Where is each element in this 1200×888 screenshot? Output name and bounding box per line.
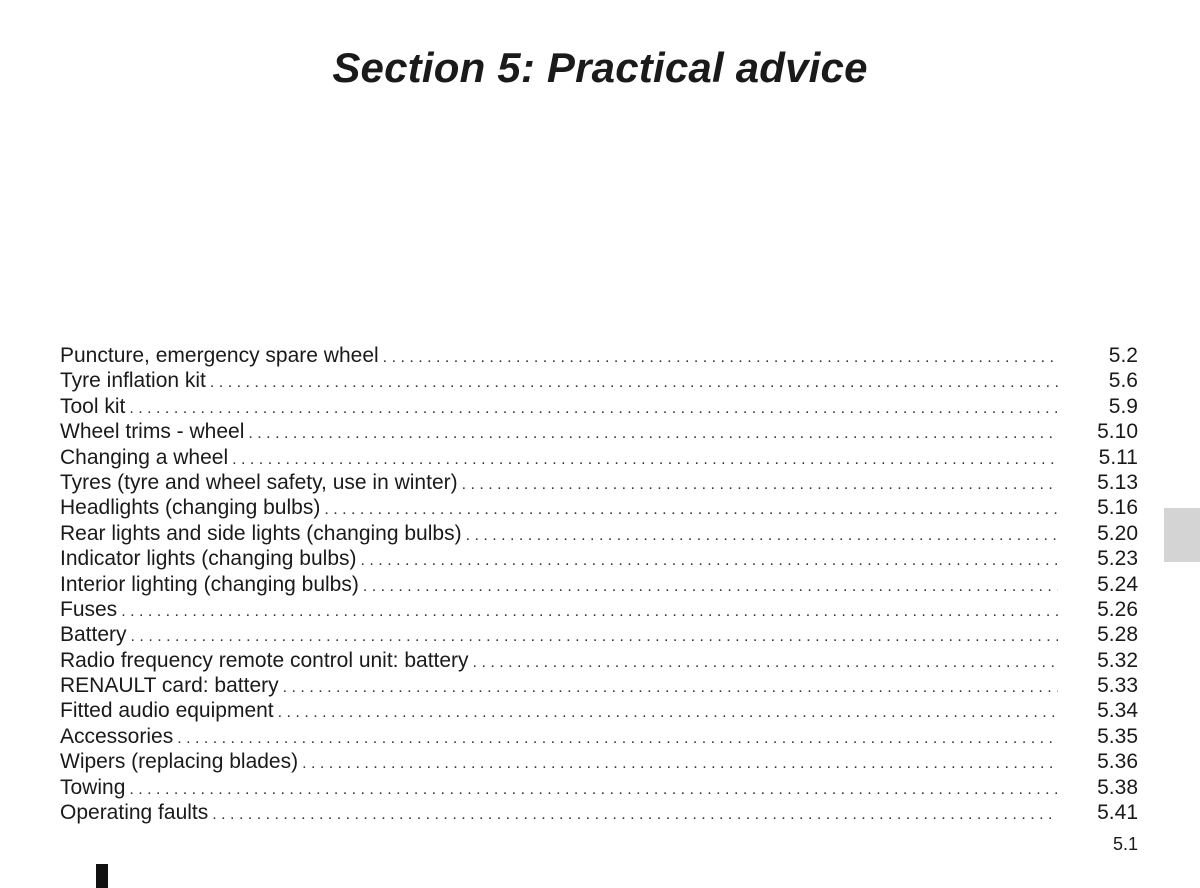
toc-entry-label: Fitted audio equipment <box>60 699 274 723</box>
toc-row[interactable] <box>60 343 1138 368</box>
toc-entry-page: 5.36 <box>1097 750 1138 774</box>
toc-row[interactable] <box>60 698 1138 723</box>
toc-row[interactable] <box>60 546 1138 571</box>
toc-entry-label: Wipers (replacing blades) <box>60 750 299 774</box>
toc-row[interactable] <box>60 572 1138 597</box>
page-number: 5.1 <box>1112 834 1138 854</box>
dot-leader <box>131 624 1058 649</box>
toc-entry-label: Radio frequency remote control unit: battery <box>60 648 469 672</box>
toc-row[interactable] <box>60 597 1138 622</box>
toc-entry-page: 5.38 <box>1097 775 1138 799</box>
toc-entry-page: 5.23 <box>1097 547 1138 571</box>
toc-entry-label: Changing a wheel <box>60 445 229 469</box>
toc-row[interactable] <box>60 724 1138 749</box>
toc-entry-page: 5.11 <box>1098 445 1138 469</box>
toc-row[interactable] <box>60 622 1138 647</box>
toc-row[interactable] <box>60 368 1138 393</box>
toc-row[interactable] <box>60 495 1138 520</box>
toc-entry-page: 5.6 <box>1108 369 1138 393</box>
toc-entry-page: 5.41 <box>1097 801 1138 825</box>
toc-entry-label: Rear lights and side lights (changing bulbs) <box>60 521 462 545</box>
toc-entry-label: Indicator lights (changing bulbs) <box>60 547 357 571</box>
crop-mark <box>96 864 108 888</box>
toc-entry-page: 5.24 <box>1097 572 1138 596</box>
dot-leader <box>212 802 1058 827</box>
toc-entry-page: 5.10 <box>1097 420 1138 444</box>
toc-row[interactable] <box>60 800 1138 825</box>
toc-entry-page: 5.16 <box>1097 496 1138 520</box>
toc-entry-page: 5.20 <box>1097 521 1138 545</box>
toc-entry-label: Wheel trims - wheel <box>60 420 245 444</box>
dot-leader <box>129 777 1058 802</box>
toc-entry-page: 5.2 <box>1108 344 1138 367</box>
dot-leader <box>121 599 1058 624</box>
toc-row[interactable] <box>60 521 1138 546</box>
toc-entry-label: Tool kit <box>60 394 126 418</box>
dot-leader <box>248 421 1058 446</box>
dot-leader <box>473 650 1058 675</box>
toc-entry-page: 5.34 <box>1097 699 1138 723</box>
dot-leader <box>302 751 1058 776</box>
dot-leader <box>462 472 1058 497</box>
toc-entry-label: Towing <box>60 775 126 799</box>
toc-entry-label: Battery <box>60 623 127 647</box>
toc-row[interactable] <box>60 394 1138 419</box>
toc-entry-label: Accessories <box>60 724 174 748</box>
dot-leader <box>324 497 1058 522</box>
toc-entry-label: RENAULT card: battery <box>60 674 279 698</box>
toc-entry-page: 5.9 <box>1108 394 1138 418</box>
toc-entry-page: 5.35 <box>1097 724 1138 748</box>
dot-leader <box>383 345 1058 370</box>
toc-entry-page: 5.26 <box>1097 597 1138 621</box>
page-title: Section 5: Practical advice <box>332 44 868 92</box>
toc-entry-page: 5.28 <box>1097 623 1138 647</box>
toc-entry-page: 5.32 <box>1097 648 1138 672</box>
toc-row[interactable] <box>60 445 1138 470</box>
toc-row[interactable] <box>60 749 1138 774</box>
toc-row[interactable] <box>60 648 1138 673</box>
toc-row[interactable] <box>60 419 1138 444</box>
toc-entry-label: Puncture, emergency spare wheel <box>60 344 379 367</box>
dot-leader <box>283 675 1058 700</box>
dot-leader <box>210 370 1058 395</box>
dot-leader <box>361 548 1058 573</box>
dot-leader <box>466 523 1058 548</box>
toc-row[interactable] <box>60 673 1138 698</box>
dot-leader <box>177 726 1058 751</box>
dot-leader <box>363 574 1058 599</box>
table-of-contents <box>60 343 1138 825</box>
toc-entry-page: 5.13 <box>1097 470 1138 494</box>
toc-entry-label: Tyre inflation kit <box>60 369 206 393</box>
toc-entry-label: Headlights (changing bulbs) <box>60 496 321 520</box>
section-thumb-tab <box>1164 508 1200 562</box>
toc-entry-label: Fuses <box>60 597 118 621</box>
toc-row[interactable] <box>60 470 1138 495</box>
dot-leader <box>278 700 1058 725</box>
toc-entry-label: Tyres (tyre and wheel safety, use in winter) <box>60 470 458 494</box>
dot-leader <box>129 396 1058 421</box>
toc-row[interactable] <box>60 775 1138 800</box>
toc-entry-label: Interior lighting (changing bulbs) <box>60 572 359 596</box>
toc-entry-page: 5.33 <box>1097 674 1138 698</box>
dot-leader <box>232 447 1058 472</box>
toc-entry-label: Operating faults <box>60 801 209 825</box>
